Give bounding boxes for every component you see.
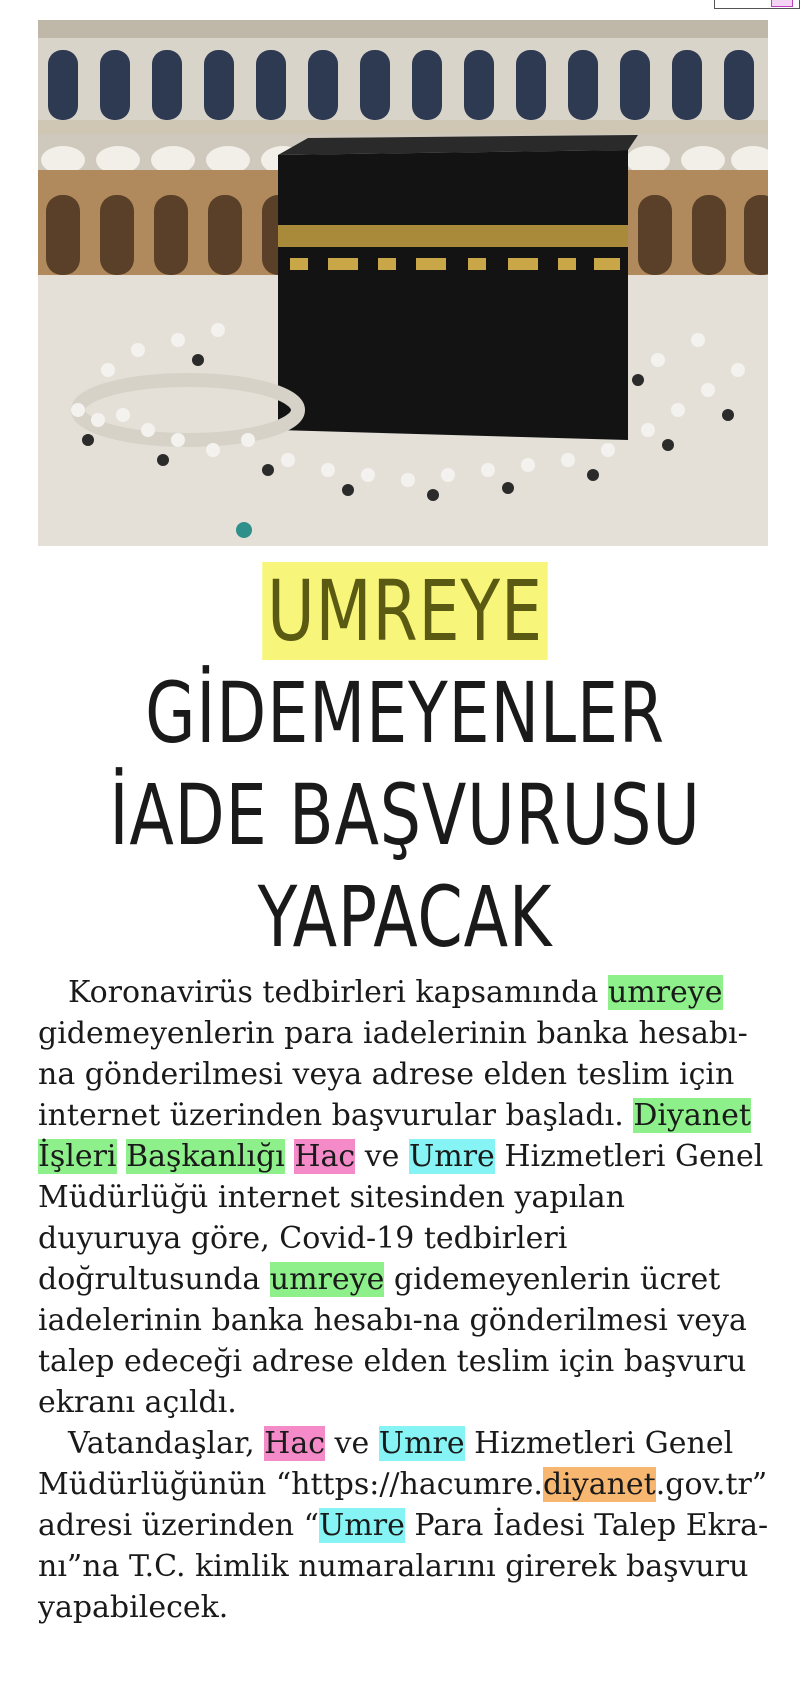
text-run: Para İadesi Talep Ekra-nı”na T.C. kimlik numaralarını girerek başvuru yapabilecek. [38, 1508, 769, 1625]
headline-line-4: YAPACAK [257, 868, 553, 966]
highlight-umre: Umre [319, 1508, 405, 1543]
text-run: Hizmetleri Genel Müdürlüğünün “https://hacumre. [38, 1426, 734, 1502]
text-run: Koronavirüs tedbirleri kapsamında [68, 975, 608, 1010]
text-run [285, 1139, 295, 1174]
text-run: Vatandaşlar, [68, 1426, 265, 1461]
article-body [38, 972, 770, 1628]
highlight-hac: Hac [294, 1139, 356, 1174]
headline-highlight: UMREYE [262, 562, 548, 660]
highlight-umre: Umre [378, 1426, 465, 1461]
headline-line-2: GİDEMEYENLER [145, 664, 665, 762]
highlight-hac: Hac [264, 1426, 326, 1461]
text-run: .gov.tr” adresi üzerinden “ [38, 1467, 768, 1543]
text-run: ve [355, 1139, 409, 1174]
headline [20, 560, 790, 968]
highlight-baskanligi: Başkanlığı [126, 1139, 285, 1174]
highlight-diyanet: diyanet [542, 1467, 656, 1502]
text-run: Hizmetleri Genel Müdürlüğü internet sitesinden yapılan duyuruya göre, Covid-19 tedbirleri doğrultusunda [38, 1139, 764, 1297]
highlight-marker [771, 0, 793, 7]
text-run [117, 1139, 127, 1174]
text-run: gidemeyenlerin para iadelerinin banka hesabı-na gönderilmesi veya adrese elden teslim için internet üzerinden başvurular başladı. [38, 1016, 748, 1133]
highlight-umreye: umreye [269, 1262, 385, 1297]
highlight-isleri: İşleri [38, 1139, 117, 1174]
page-corner-marker [714, 0, 800, 9]
headline-line-3: İADE BAŞVURUSU [109, 766, 701, 864]
highlight-umreye: umreye [607, 975, 723, 1010]
highlight-umre: Umre [408, 1139, 495, 1174]
article-paragraph-1 [38, 972, 770, 1423]
kaaba-illustration [38, 20, 768, 546]
headline-line-1 [74, 560, 736, 662]
highlight-diyanet: Diyanet [633, 1098, 751, 1133]
text-run: gidemeyenlerin ücret iadelerinin banka hesabı-na gönderilmesi veya talep edeceği adrese elden teslim için başvuru ekranı açıldı. [38, 1262, 747, 1420]
article-paragraph-2 [38, 1423, 770, 1628]
kaaba-photo [38, 20, 768, 546]
text-run: ve [325, 1426, 379, 1461]
